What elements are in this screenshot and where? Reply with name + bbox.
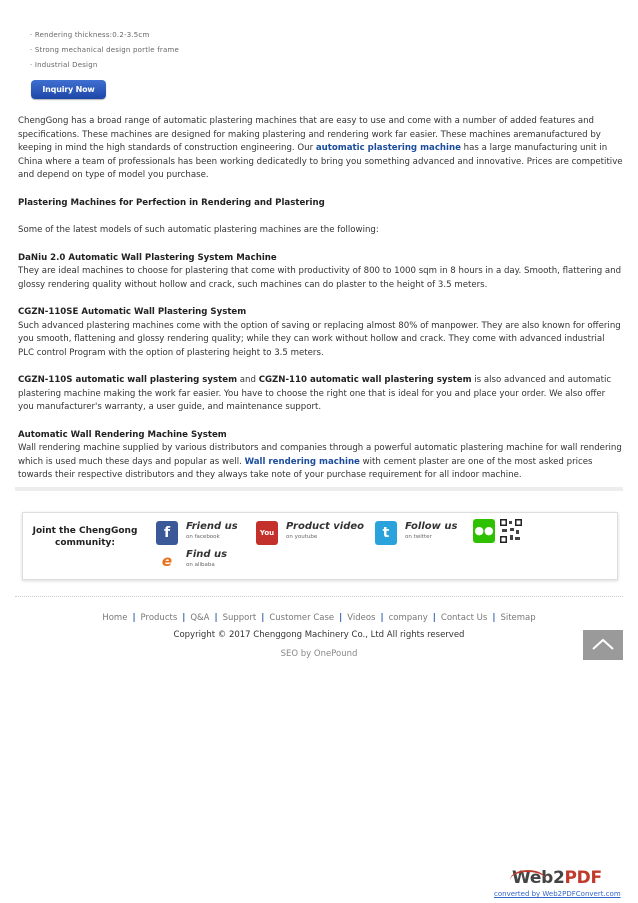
footer-link-home[interactable]: Home	[102, 613, 128, 623]
web2pdf-converted-link[interactable]: converted by Web2PDFConvert.com	[494, 890, 621, 898]
footer-link-sitemap[interactable]: Sitemap	[500, 613, 536, 623]
model-description: Wall rendering machine supplied by various distributors and companies through a powerful automatic plastering machine for wall rendering which is used much these days and popular as well. Wall rendering machine with cement plaster are one of the most asked prices towards their respective distributors and they always take note of your purchase requirement for all indoor machine.	[18, 443, 622, 480]
model-description: CGZN-110S automatic wall plastering system and CGZN-110 automatic wall plastering system is also advanced and automatic plastering machine making the work far easier. You have to choose the right one that is ideal for you and place your order. We also offer you manufacturer's warranty, a user guide, and maintenance support.	[18, 375, 612, 412]
model-title: CGZN-110SE Automatic Wall Plastering System	[18, 307, 247, 317]
article-body	[18, 115, 623, 483]
qr-code-icon	[499, 518, 523, 544]
twitter-link[interactable]: t Follow us on twitter	[375, 521, 470, 547]
footer-link-qa[interactable]: Q&A	[190, 613, 210, 623]
automatic-plastering-machine-link[interactable]: automatic plastering machine	[315, 143, 461, 153]
feature-list	[30, 28, 179, 73]
section-divider	[15, 487, 623, 491]
section-heading: Plastering Machines for Perfection in Rendering and Plastering	[18, 197, 325, 208]
footer-nav: Home | Products | Q&A | Support | Customer Case | Videos | company | Contact Us | Sitemap	[102, 613, 536, 623]
model-title: DaNiu 2.0 Automatic Wall Plastering System Machine	[18, 252, 277, 263]
web2pdf-logo: Web2PDF	[512, 868, 602, 888]
footer-link-products[interactable]: Products	[140, 613, 178, 623]
footer-link-customer-case[interactable]: Customer Case	[269, 613, 335, 623]
feature-item: · Industrial Design	[30, 61, 98, 69]
footer-divider	[15, 596, 623, 597]
youtube-icon: You	[256, 521, 278, 545]
community-box	[22, 512, 618, 580]
facebook-icon: f	[156, 521, 178, 545]
inquiry-now-button[interactable]: Inquiry Now	[31, 80, 106, 99]
model-title: Automatic Wall Rendering Machine System	[18, 429, 227, 440]
community-title: Joint the ChengGong community:	[32, 526, 138, 548]
model-description: They are ideal machines to choose for plastering that come with productivity of 800 to 1000 sqm in 8 hours in a day. Smooth, flattering and glossy rendering quality without hollow and crack, such machines can do plaster to the height of 3.5 meters.	[18, 266, 622, 290]
latest-models-text: Some of the latest models of such automatic plastering machines are the following:	[18, 225, 379, 235]
intro-paragraph: ChengGong has a broad range of automatic plastering machines that are easy to use and come with a number of added features and specifications. These machines are designed for making plastering and rendering work far easier. These machines aremanufactured by keeping in mind the high standards of construction engineering. Our automatic plastering machine has a large manufacturing unit in China where a team of professionals has been working dedicatedly to bring you something advanced and innovative. Prices are competitive and depend on type of model you purchase.	[18, 116, 623, 180]
youtube-link[interactable]: You Product video on youtube	[256, 521, 366, 547]
alibaba-icon: e	[161, 552, 173, 570]
seo-credit-link[interactable]: SEO by OnePound	[280, 649, 358, 659]
chevron-up-icon	[583, 630, 623, 660]
back-to-top-button[interactable]	[583, 630, 623, 660]
alibaba-link[interactable]: e Find us on alibaba	[156, 549, 256, 575]
twitter-icon: t	[375, 521, 397, 545]
feature-item: · Strong mechanical design portle frame	[30, 46, 179, 54]
model-description: Such advanced plastering machines come with the option of saving or replacing almost 80% of manpower. They are also known for offering you smooth, flattening and glossy rendering quality; while they can work without hollow and crack. They come with advanced industrial PLC control Program with the option of plastering height to 3.5 meters.	[18, 320, 621, 358]
footer-link-company[interactable]: company	[388, 613, 428, 623]
copyright-text: Copyright © 2017 Chenggong Machinery Co., Ltd All rights reserved	[173, 630, 465, 640]
wechat-link[interactable]	[473, 519, 497, 545]
feature-item: · Rendering thickness:0.2-3.5cm	[30, 31, 150, 39]
facebook-link[interactable]: f Friend us on facebook	[156, 521, 256, 547]
wechat-icon: ●●	[473, 519, 495, 543]
footer-link-support[interactable]: Support	[222, 613, 257, 623]
wall-rendering-machine-link[interactable]: Wall rendering machine	[244, 456, 360, 467]
footer-link-videos[interactable]: Videos	[347, 613, 376, 623]
footer-link-contact-us[interactable]: Contact Us	[440, 613, 488, 623]
